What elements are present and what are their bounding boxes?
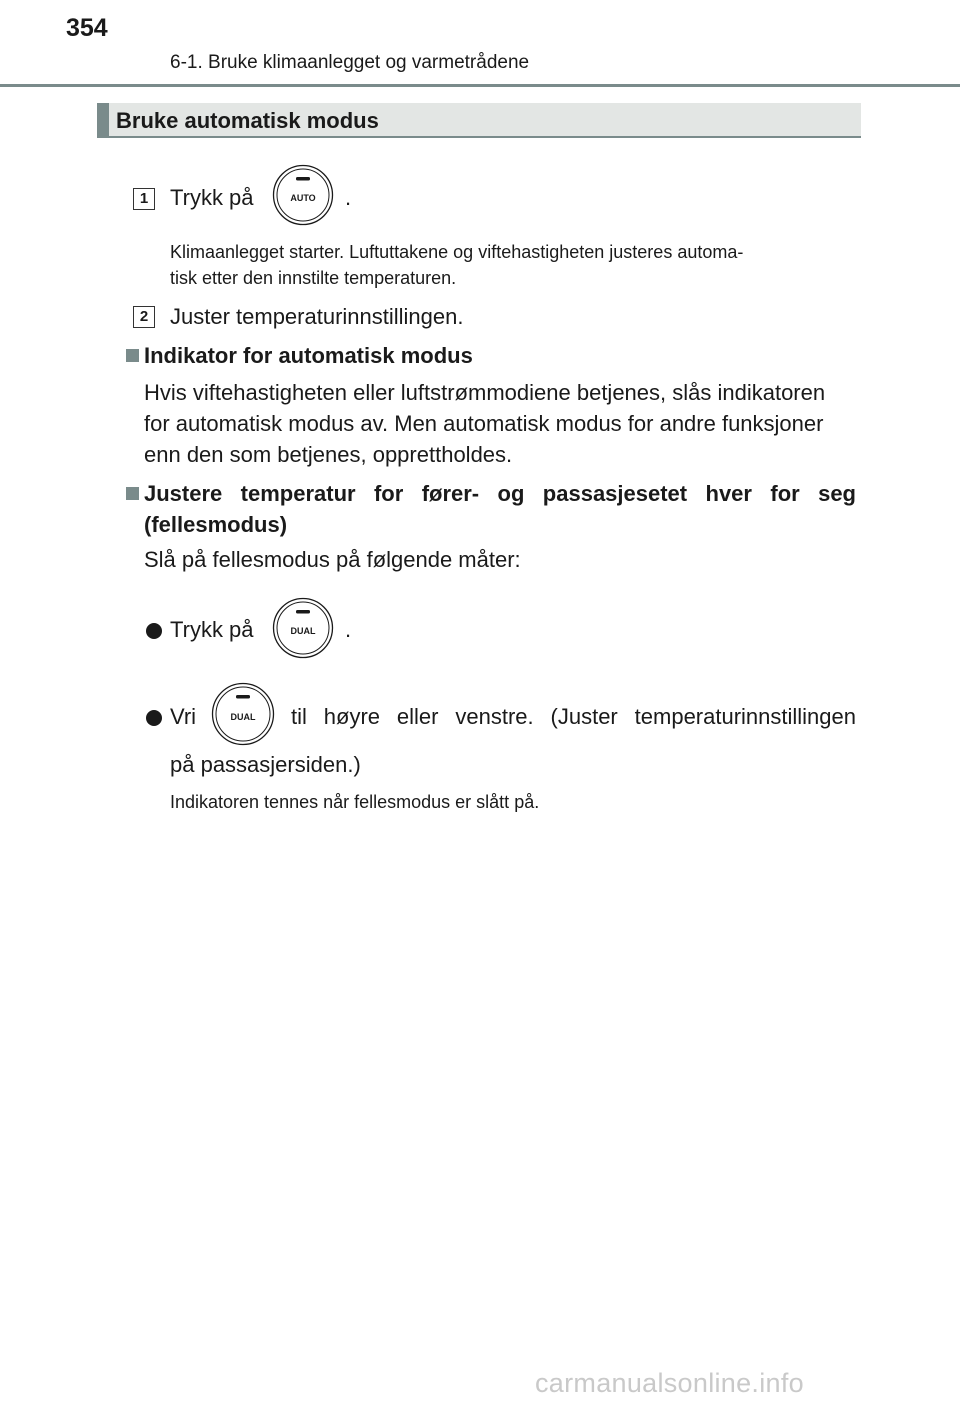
- auto-button-label: AUTO: [290, 193, 316, 203]
- dual-knob-icon: [211, 682, 275, 746]
- dual-knob-label: DUAL: [230, 712, 256, 722]
- step-1-text: Trykk på: [170, 185, 254, 210]
- round-bullet: [146, 710, 162, 726]
- paragraph-line: for automatisk modus av. Men automatisk modus for andre funksjoner: [144, 411, 824, 436]
- step-1-note-line: Klimaanlegget starter. Luftuttakene og viftehastigheten justeres automa-: [170, 242, 744, 262]
- dual-bullet-2-line2: på passasjersiden.): [170, 752, 361, 777]
- watermark: carmanualsonline.info: [535, 1368, 804, 1398]
- dual-bullet-2-text: Vri: [170, 704, 197, 729]
- section-title: Bruke automatisk modus: [116, 108, 379, 133]
- paragraph-line: enn den som betjenes, opprettholdes.: [144, 442, 513, 467]
- step-1-note: [170, 239, 860, 291]
- square-bullet: [126, 349, 139, 362]
- dual-mode-note: Indikatoren tennes når fellesmodus er slått på.: [170, 792, 540, 812]
- header-divider: [0, 84, 960, 87]
- auto-indicator-heading: Indikator for automatisk modus: [144, 343, 473, 368]
- auto-button-icon: [272, 164, 334, 226]
- round-bullet: [146, 623, 162, 639]
- dual-bullet-2-suffix: til høyre eller venstre. (Juster temperaturinnstillingen: [291, 704, 856, 729]
- step-1-note-line: tisk etter den innstilte temperaturen.: [170, 268, 457, 288]
- dual-mode-heading-line: Justere temperatur for fører- og passasjesetet hver for seg: [144, 481, 856, 506]
- page-number: 354: [66, 14, 108, 42]
- dual-bullet-1-period: .: [345, 617, 352, 642]
- square-bullet: [126, 487, 139, 500]
- chapter-title: 6-1. Bruke klimaanlegget og varmetrådene: [170, 52, 530, 73]
- step-2-marker: 2: [133, 306, 155, 328]
- dual-mode-intro: Slå på fellesmodus på følgende måter:: [144, 547, 521, 572]
- dual-button-label: DUAL: [290, 626, 316, 636]
- dual-button-icon: [272, 597, 334, 659]
- section-heading: [97, 103, 861, 138]
- dual-mode-heading: [144, 478, 856, 540]
- step-2-text: Juster temperaturinnstillingen.: [170, 304, 464, 329]
- step-1-marker: 1: [133, 188, 155, 210]
- dual-mode-heading-line: (fellesmodus): [144, 512, 288, 537]
- step-1-period: .: [345, 185, 352, 210]
- dual-bullet-1-text: Trykk på: [170, 617, 254, 642]
- auto-indicator-body: [144, 377, 856, 470]
- paragraph-line: Hvis viftehastigheten eller luftstrømmodiene betjenes, slås indikatoren: [144, 380, 826, 405]
